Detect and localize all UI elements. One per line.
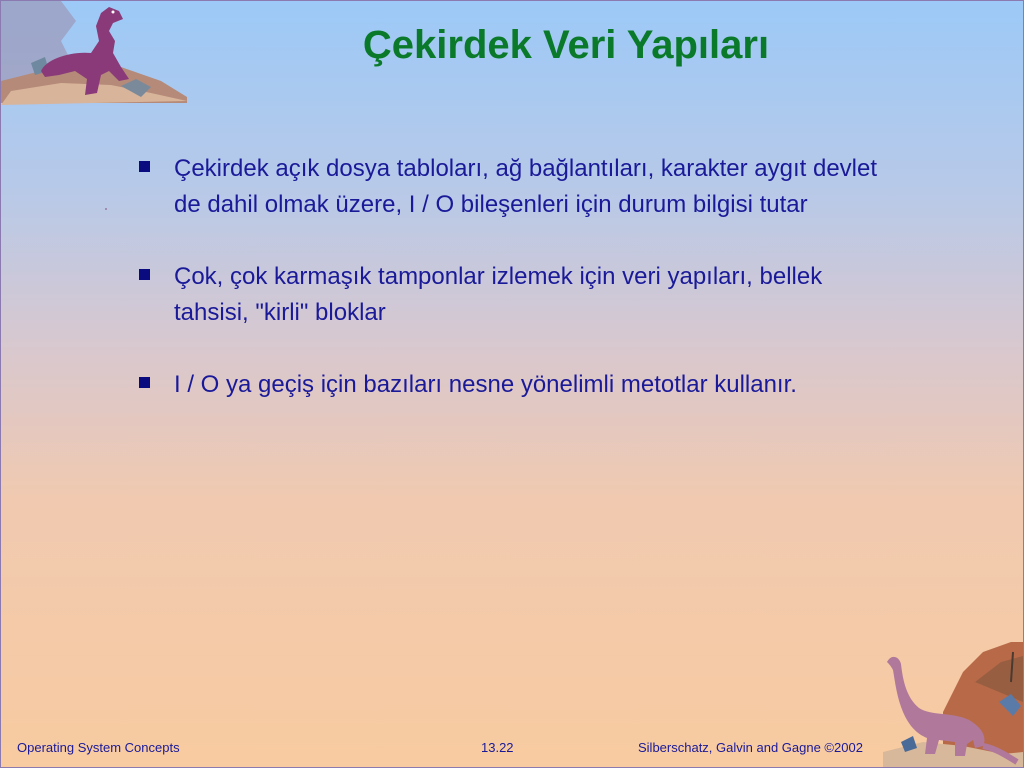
dinosaur-rock-icon	[1, 1, 191, 111]
footer-copyright: Silberschatz, Galvin and Gagne ©2002	[638, 740, 863, 755]
slide-title: Çekirdek Veri Yapıları	[362, 23, 770, 67]
bullet-item	[137, 151, 897, 223]
decorative-dot	[105, 208, 107, 210]
brontosaurus-rock-icon	[883, 642, 1023, 767]
bullet-text: Çekirdek açık dosya tabloları, ağ bağlantıları, karakter aygıt devlet de dahil olmak üzere, I / O bileşenleri için durum bilgisi tutar	[174, 155, 878, 218]
bullet-item	[137, 259, 897, 331]
square-bullet-icon	[139, 269, 150, 280]
bullet-text: Çok, çok karmaşık tamponlar izlemek için veri yapıları, bellek tahsisi, "kirli" bloklar	[174, 263, 823, 326]
bullet-text: I / O ya geçiş için bazıları nesne yönelimli metotlar kullanır.	[174, 371, 797, 398]
bullet-item	[137, 367, 897, 403]
footer-slide-number: 13.22	[481, 740, 514, 755]
square-bullet-icon	[139, 377, 150, 388]
square-bullet-icon	[139, 161, 150, 172]
bullet-list	[137, 151, 897, 439]
footer-course-title: Operating System Concepts	[17, 740, 180, 755]
